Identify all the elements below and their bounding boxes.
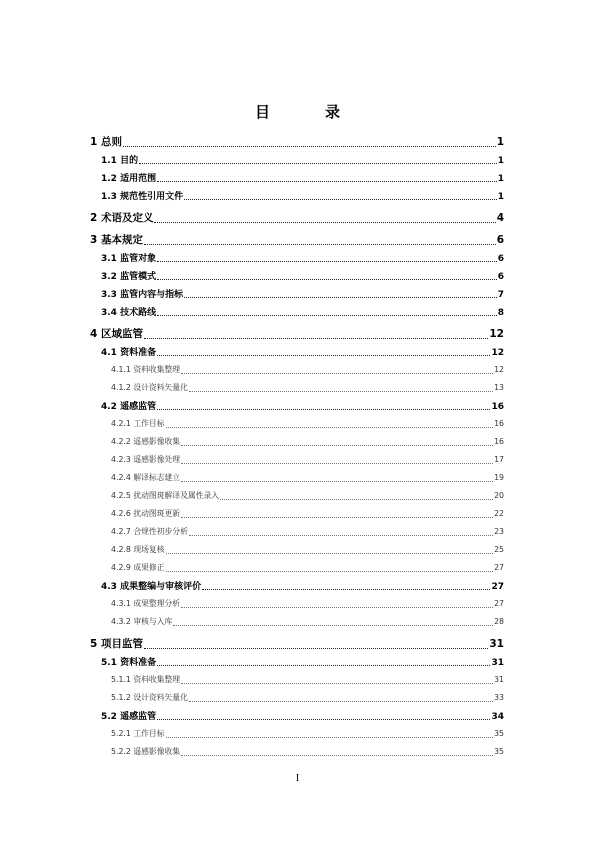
toc-entry-title: 4.2.9 成果修正 <box>111 562 165 572</box>
toc-entry[interactable] <box>111 454 504 467</box>
toc-entry[interactable] <box>111 616 504 629</box>
toc-dot-leader <box>123 146 496 147</box>
toc-entry[interactable] <box>111 674 504 687</box>
toc-dot-leader <box>157 181 497 182</box>
toc-entry-page: 31 <box>491 658 504 668</box>
toc-dot-leader <box>144 244 496 245</box>
toc-entry-title: 5.2.1 工作目标 <box>111 728 165 738</box>
toc-entry-title: 1.1 目的 <box>101 156 139 166</box>
toc-entry-title: 5 项目监管 <box>90 638 143 650</box>
toc-entry-title: 3.2 监管模式 <box>101 272 157 282</box>
toc-dot-leader <box>157 315 497 316</box>
toc-entry[interactable] <box>90 636 504 652</box>
toc-dot-leader <box>181 755 493 756</box>
toc-entry-title: 3.1 监管对象 <box>101 254 157 264</box>
toc-entry-page: 7 <box>497 290 504 300</box>
toc-dot-leader <box>157 665 490 666</box>
toc-entry-page: 6 <box>496 234 504 246</box>
toc-entry[interactable] <box>90 134 504 150</box>
toc-entry-title: 4 区域监管 <box>90 328 143 340</box>
toc-entry[interactable] <box>111 746 504 759</box>
toc-entry-title: 4.3 成果整编与审核评价 <box>101 582 202 592</box>
toc-entry-page: 35 <box>494 746 504 756</box>
toc-entry-page: 31 <box>489 638 504 650</box>
toc-entry[interactable] <box>101 287 504 301</box>
toc-entry[interactable] <box>101 345 504 359</box>
toc-dot-leader <box>154 222 495 223</box>
toc-entry-title: 3 基本规定 <box>90 234 143 246</box>
toc-entry-page: 19 <box>494 472 504 482</box>
toc-entry-page: 1 <box>496 136 504 148</box>
toc-entry-page: 27 <box>494 598 504 608</box>
toc-entry-page: 27 <box>494 562 504 572</box>
toc-dot-leader <box>184 297 497 298</box>
toc-entry-page: 12 <box>491 348 504 358</box>
toc-entry-page: 1 <box>497 174 504 184</box>
toc-entry[interactable] <box>101 153 504 167</box>
toc-dot-leader <box>166 737 494 738</box>
toc-entry-page: 34 <box>491 712 504 722</box>
toc-entry-title: 4.2.4 解译标志建立 <box>111 472 181 482</box>
toc-entry[interactable] <box>90 210 504 226</box>
toc-entry-title: 4.2.2 遥感影像收集 <box>111 436 181 446</box>
toc-dot-leader <box>144 338 488 339</box>
toc-entry-page: 35 <box>494 728 504 738</box>
toc-entry-title: 1.2 适用范围 <box>101 174 157 184</box>
toc-entry-page: 13 <box>494 382 504 392</box>
toc-entry-title: 4.2.3 遥感影像处理 <box>111 454 181 464</box>
toc-entry-title: 3.4 技术路线 <box>101 308 157 318</box>
toc-entry[interactable] <box>90 232 504 248</box>
toc-entry-title: 5.1.1 资料收集整理 <box>111 674 181 684</box>
toc-entry[interactable] <box>111 562 504 575</box>
toc-entry[interactable] <box>111 728 504 741</box>
toc-entry-title: 5.2.2 遥感影像收集 <box>111 746 181 756</box>
page-number: I <box>295 773 300 784</box>
toc-dot-leader <box>181 517 493 518</box>
toc-dot-leader <box>173 625 493 626</box>
toc-dot-leader <box>202 589 490 590</box>
toc-entry-page: 28 <box>494 616 504 626</box>
toc-entry[interactable] <box>111 490 504 503</box>
toc-dot-leader <box>181 463 493 464</box>
toc-entry[interactable] <box>101 189 504 203</box>
toc-entry-title: 4.2 遥感监管 <box>101 402 157 412</box>
toc-entry-page: 16 <box>494 418 504 428</box>
toc-entry[interactable] <box>111 598 504 611</box>
toc-entry-page: 8 <box>497 308 504 318</box>
toc-entry[interactable] <box>101 305 504 319</box>
toc-entry[interactable] <box>101 709 504 723</box>
toc-dot-leader <box>189 535 493 536</box>
toc-entry[interactable] <box>111 472 504 485</box>
toc-entry-page: 25 <box>494 544 504 554</box>
toc-dot-leader <box>157 355 490 356</box>
toc-dot-leader <box>166 553 494 554</box>
toc-dot-leader <box>189 701 493 702</box>
toc-entry-title: 4.3.2 审核与入库 <box>111 616 173 626</box>
toc-entry-page: 6 <box>497 254 504 264</box>
toc-entry-title: 4.2.5 扰动图斑解译及属性录入 <box>111 490 220 500</box>
toc-entry-page: 4 <box>496 212 504 224</box>
toc-entry-title: 4.1 资料准备 <box>101 348 157 358</box>
toc-entry[interactable] <box>111 692 504 705</box>
toc-entry-title: 4.1.1 资料收集整理 <box>111 364 181 374</box>
toc-entry-title: 4.3.1 成果整理分析 <box>111 598 181 608</box>
toc-entry-title: 4.2.8 现场复核 <box>111 544 165 554</box>
toc-entry[interactable] <box>111 508 504 521</box>
toc-dot-leader <box>184 199 497 200</box>
toc-entry-title: 1.3 规范性引用文件 <box>101 192 184 202</box>
toc-entry[interactable] <box>101 269 504 283</box>
toc-entry[interactable] <box>101 251 504 265</box>
toc-entry-title: 1 总则 <box>90 136 122 148</box>
toc-entry[interactable] <box>111 418 504 431</box>
toc-dot-leader <box>157 279 497 280</box>
toc-entry-title: 2 术语及定义 <box>90 212 154 224</box>
toc-entry[interactable] <box>111 364 504 377</box>
toc-entry-title: 4.2.7 合规性初步分析 <box>111 526 188 536</box>
toc-entry[interactable] <box>111 382 504 395</box>
toc-dot-leader <box>181 607 493 608</box>
toc-entry-page: 6 <box>497 272 504 282</box>
toc-dot-leader <box>181 683 493 684</box>
toc-entry-page: 20 <box>494 490 504 500</box>
page-title: 目 录 <box>254 103 360 121</box>
toc-entry-page: 17 <box>494 454 504 464</box>
toc-entry[interactable] <box>101 579 504 593</box>
toc-entry[interactable] <box>111 526 504 539</box>
toc-entry[interactable] <box>101 655 504 669</box>
toc-entry-title: 4.1.2 设计资料矢量化 <box>111 382 188 392</box>
toc-entry-page: 22 <box>494 508 504 518</box>
toc-entry[interactable] <box>90 326 504 342</box>
toc-entry-title: 3.3 监管内容与指标 <box>101 290 184 300</box>
toc-entry-title: 5.1.2 设计资料矢量化 <box>111 692 188 702</box>
toc-dot-leader <box>166 427 494 428</box>
toc-entry-page: 1 <box>497 156 504 166</box>
toc-entry[interactable] <box>101 171 504 185</box>
toc-entry-page: 23 <box>494 526 504 536</box>
toc-dot-leader <box>181 373 493 374</box>
toc-entry-title: 4.2.6 扰动图斑更新 <box>111 508 181 518</box>
toc-entry[interactable] <box>111 544 504 557</box>
toc-dot-leader <box>181 481 493 482</box>
toc-entry[interactable] <box>101 399 504 413</box>
toc-entry[interactable] <box>111 436 504 449</box>
toc-entry-page: 1 <box>497 192 504 202</box>
toc-dot-leader <box>144 648 488 649</box>
toc-entry-page: 16 <box>494 436 504 446</box>
toc-dot-leader <box>157 719 490 720</box>
toc-entry-page: 27 <box>491 582 504 592</box>
toc-dot-leader <box>220 499 493 500</box>
toc-entry-page: 16 <box>491 402 504 412</box>
toc-entry-page: 31 <box>494 674 504 684</box>
toc-dot-leader <box>181 445 493 446</box>
toc-entry-page: 12 <box>489 328 504 340</box>
toc-dot-leader <box>139 163 497 164</box>
toc-dot-leader <box>157 409 490 410</box>
toc-entry-page: 12 <box>494 364 504 374</box>
toc-entry-title: 5.1 资料准备 <box>101 658 157 668</box>
toc-entry-title: 4.2.1 工作目标 <box>111 418 165 428</box>
toc-dot-leader <box>166 571 494 572</box>
toc-entry-title: 5.2 遥感监管 <box>101 712 157 722</box>
toc-dot-leader <box>157 261 497 262</box>
toc-entry-page: 33 <box>494 692 504 702</box>
toc-dot-leader <box>189 391 493 392</box>
